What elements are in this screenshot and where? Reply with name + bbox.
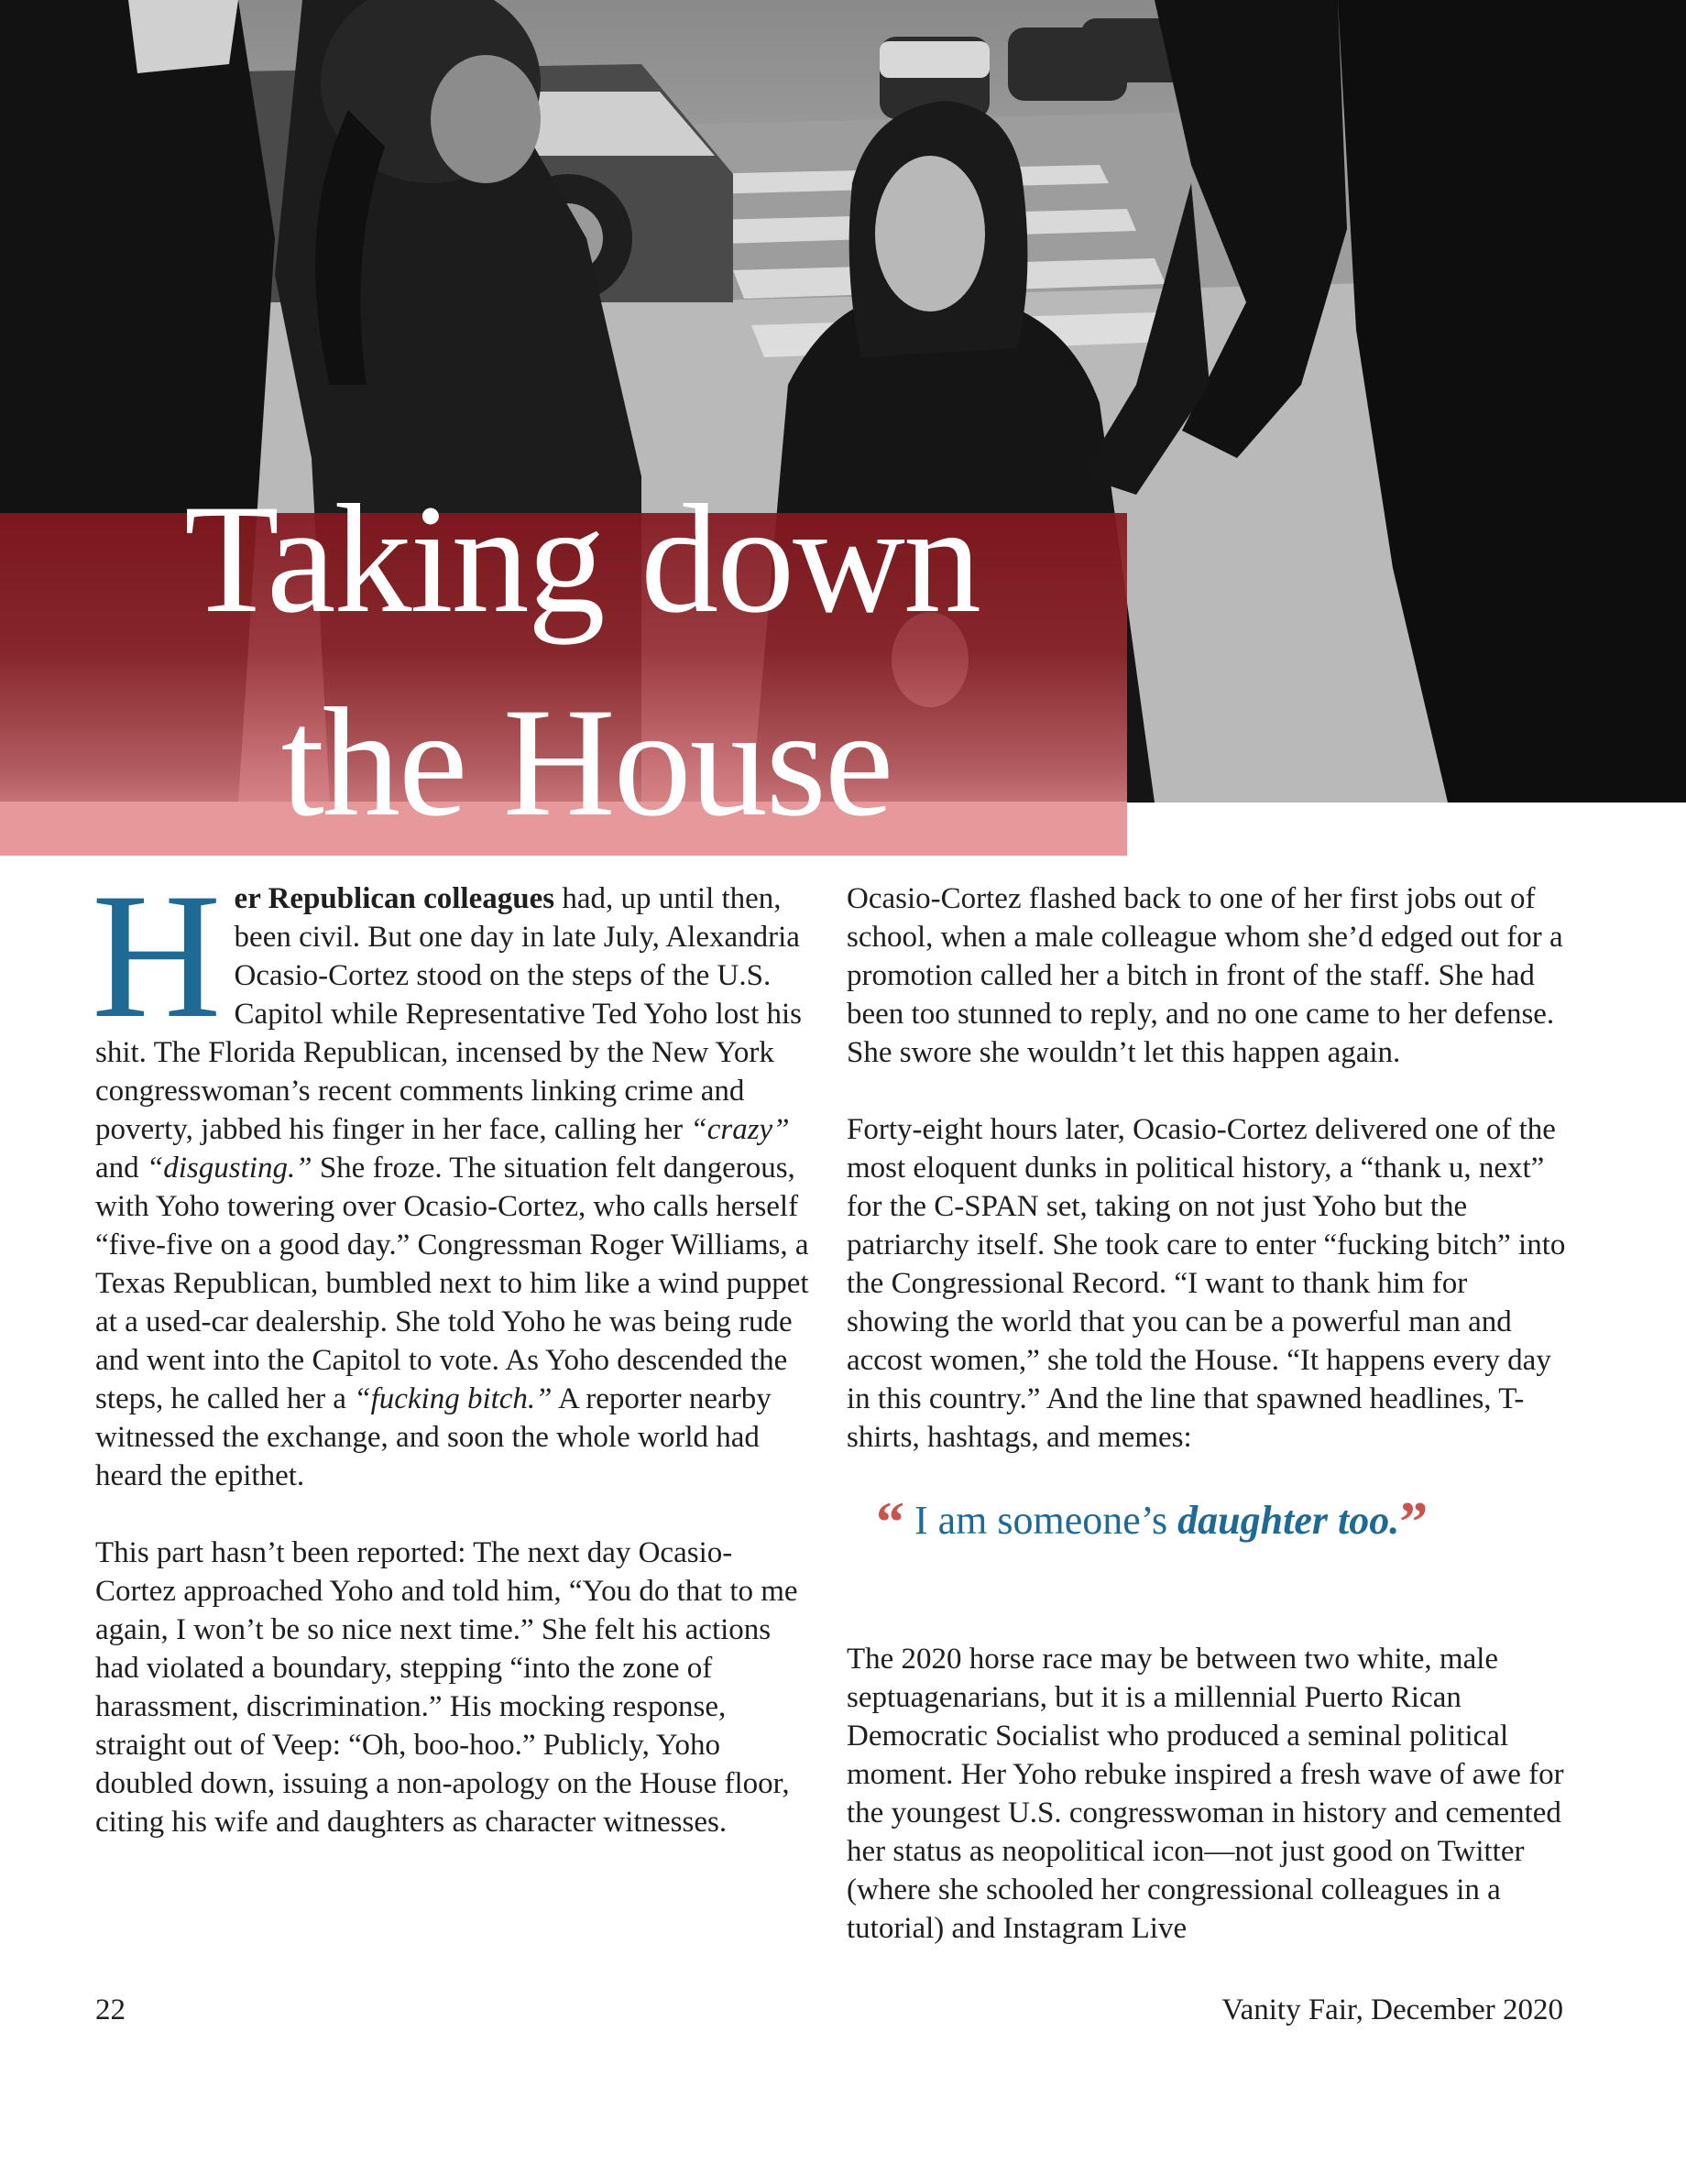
body-column-right [847,879,1571,1986]
publication-credit: Vanity Fair, December 2020 [1221,1993,1563,2026]
paragraph-4: Forty-eight hours later, Ocasio-Cortez delivered one of the most eloquent dunks in political history, a “thank u, next” for the C-SPAN set, taking on not just Yoho but the patriarchy itself. She took care to enter “fucking bitch” into the Congressional Record. “I want to thank him for showing the world that you can be a powerful man and accost women,” she told the House. “It happens every day in this country.” And the line that spawned headlines, T-shirts, hashtags, and memes: [847,1113,1566,1454]
paragraph-3: Ocasio-Cortez flashed back to one of her first jobs out of school, when a male colleague whom she’d edged out for a promotion called her a bitch in front of the staff. She had been too stunned to reply, and no one came to her defense. She swore she wouldn’t let this happen again. [847,882,1563,1069]
headline-line-1: Taking down [184,473,980,645]
close-quote-mark: ” [1399,1491,1429,1554]
paragraph-5: The 2020 horse race may be between two white, male septuagenarians, but it is a millennial Puerto Rican Democratic Socialist who produced a seminal political moment. Her Yoho rebuke inspired a fresh wave of awe for the youngest U.S. congresswoman in history and cemented her status as neopolitical icon—not just good on Twitter (where she schooled her congressional colleagues in a tutorial) and Instagram Live [847,1643,1564,1945]
headline-line-2: the House [280,676,892,848]
paragraph-2: This part hasn’t been reported: The next day Ocasio-Cortez approached Yoho and told him, “You do that to me again, I won’t be so nice next time.” She felt his actions had violated a boundary, stepping “into the zone of harassment, discrimination.” His mocking response, straight out of Veep: “Oh, boo-hoo.” Publicly, Yoho doubled down, issuing a non-apology on the House floor, citing his wife and daughters as character witnesses. [95,1536,798,1839]
lead-in: er Republican colleagues [234,882,555,915]
drop-cap: H [92,857,222,1055]
body-column-left [92,857,810,1880]
open-quote-mark: “ [876,1491,904,1554]
pull-quote: “ I am someone’s daughter too.” [876,1491,1429,1554]
paragraph-1: Her Republican colleagues had, up until then, been civil. But one day in late July, Alexandria Ocasio-Cortez stood on the steps of the U.S. Capitol while Representative Ted Yoho lost his shit. The Florida Republican, incensed by the New York congresswoman’s recent comments linking crime and poverty, jabbed his finger in her face, calling her “crazy” and “disgusting.” She froze. The situation felt dangerous, with Yoho towering over Ocasio-Cortez, who calls herself “five-five on a good day.” Congressman Roger Williams, a Texas Republican, bumbled next to him like a wind puppet at a used-car dealership. She told Yoho he was being rude and went into the Capitol to vote. As Yoho descended the steps, he called her a “fucking bitch.” A reporter nearby witnessed the exchange, and soon the whole world had heard the epithet. [92,857,809,1492]
page-number: 22 [95,1993,126,2026]
